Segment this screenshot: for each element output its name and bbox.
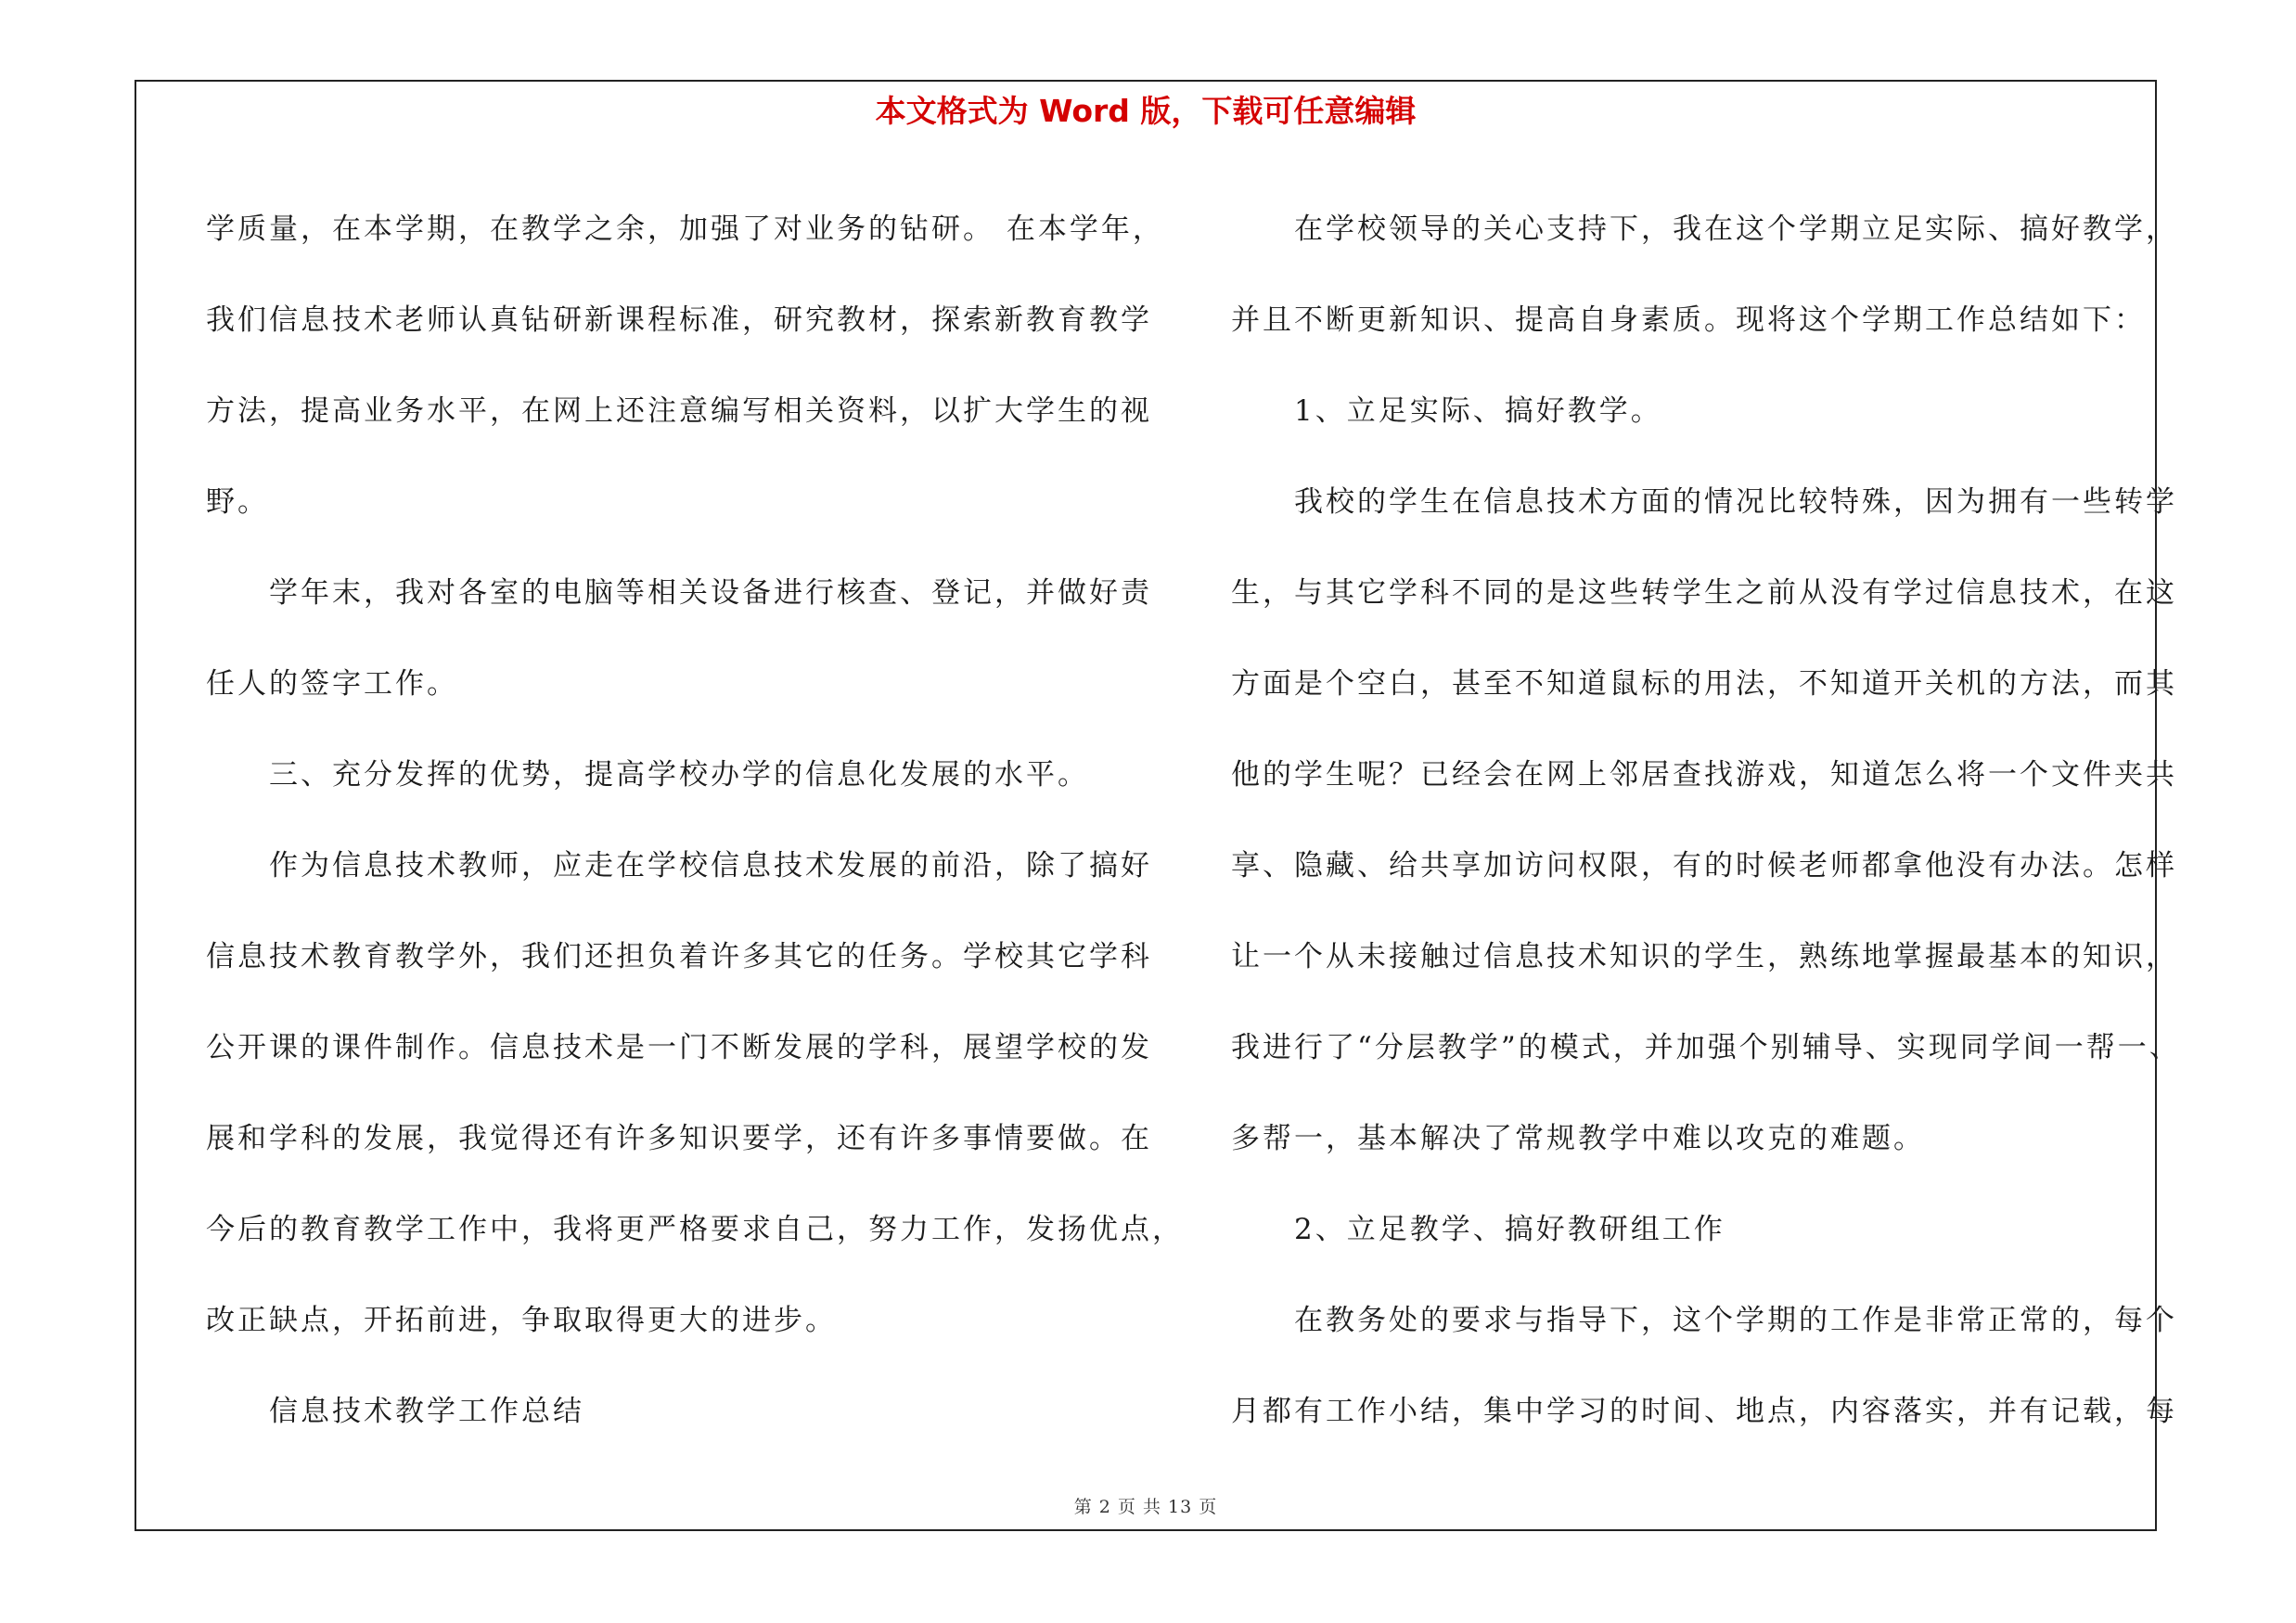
text-line: 在教务处的要求与指导下，这个学期的工作是非常正常的，每个 <box>1294 1304 2177 1337</box>
text-line: 让一个从未接触过信息技术知识的学生，熟练地掌握最基本的知识， <box>1231 940 2177 973</box>
text-line: 任人的签字工作。 <box>206 667 458 701</box>
text-line: 展和学科的发展，我觉得还有许多知识要学，还有许多事情要做。在 <box>206 1122 1152 1155</box>
text-line: 我们信息技术老师认真钻研新课程标准，研究教材，探索新教育教学 <box>206 303 1152 337</box>
text-line: 我校的学生在信息技术方面的情况比较特殊，因为拥有一些转学 <box>1294 485 2177 519</box>
text-line: 信息技术教育教学外，我们还担负着许多其它的任务。学校其它学科 <box>206 940 1152 973</box>
text-line: 今后的教育教学工作中，我将更严格要求自己，努力工作，发扬优点， <box>206 1213 1184 1246</box>
text-line: 多帮一，基本解决了常规教学中难以攻克的难题。 <box>1231 1122 1925 1155</box>
text-line: 改正缺点，开拓前进，争取取得更大的进步。 <box>206 1304 837 1337</box>
text-line: 在学校领导的关心支持下，我在这个学期立足实际、搞好教学， <box>1294 213 2177 246</box>
page-number-footer: 第 2 页 共 13 页 <box>1073 1497 1218 1517</box>
left-text-column <box>206 184 1184 1457</box>
text-line: 方法，提高业务水平，在网上还注意编写相关资料，以扩大学生的视 <box>206 394 1152 428</box>
text-line: 信息技术教学工作总结 <box>269 1395 584 1428</box>
text-line: 2、立足教学、搞好教研组工作 <box>1294 1213 1725 1246</box>
text-line: 生，与其它学科不同的是这些转学生之前从没有学过信息技术，在这 <box>1231 576 2177 610</box>
text-line: 享、隐藏、给共享加访问权限，有的时候老师都拿他没有办法。怎样 <box>1231 849 2177 882</box>
text-line: 他的学生呢？已经会在网上邻居查找游戏，知道怎么将一个文件夹共 <box>1231 758 2177 792</box>
text-line: 月都有工作小结，集中学习的时间、地点，内容落实，并有记载，每 <box>1231 1395 2177 1428</box>
right-text-column <box>1231 184 2181 1457</box>
text-line: 作为信息技术教师，应走在学校信息技术发展的前沿，除了搞好 <box>269 849 1152 882</box>
text-line: 学年末，我对各室的电脑等相关设备进行核查、登记，并做好责 <box>269 576 1152 610</box>
text-line: 三、充分发挥的优势，提高学校办学的信息化发展的水平。 <box>269 758 1089 792</box>
document-page <box>135 80 2181 1531</box>
text-line: 野。 <box>206 485 269 519</box>
text-line: 并且不断更新知识、提高自身素质。现将这个学期工作总结如下： <box>1231 303 2146 337</box>
text-line: 方面是个空白，甚至不知道鼠标的用法，不知道开关机的方法，而其 <box>1231 667 2177 701</box>
text-line: 学质量，在本学期，在教学之余，加强了对业务的钻研。 在本学年， <box>206 213 1164 246</box>
text-line: 1、立足实际、搞好教学。 <box>1294 394 1662 428</box>
word-format-banner: 本文格式为 Word 版，下载可任意编辑 <box>875 93 1417 129</box>
text-line: 公开课的课件制作。信息技术是一门不断发展的学科，展望学校的发 <box>206 1031 1152 1064</box>
text-line: 我进行了“分层教学”的模式，并加强个别辅导、实现同学间一帮一、 <box>1231 1031 2181 1064</box>
